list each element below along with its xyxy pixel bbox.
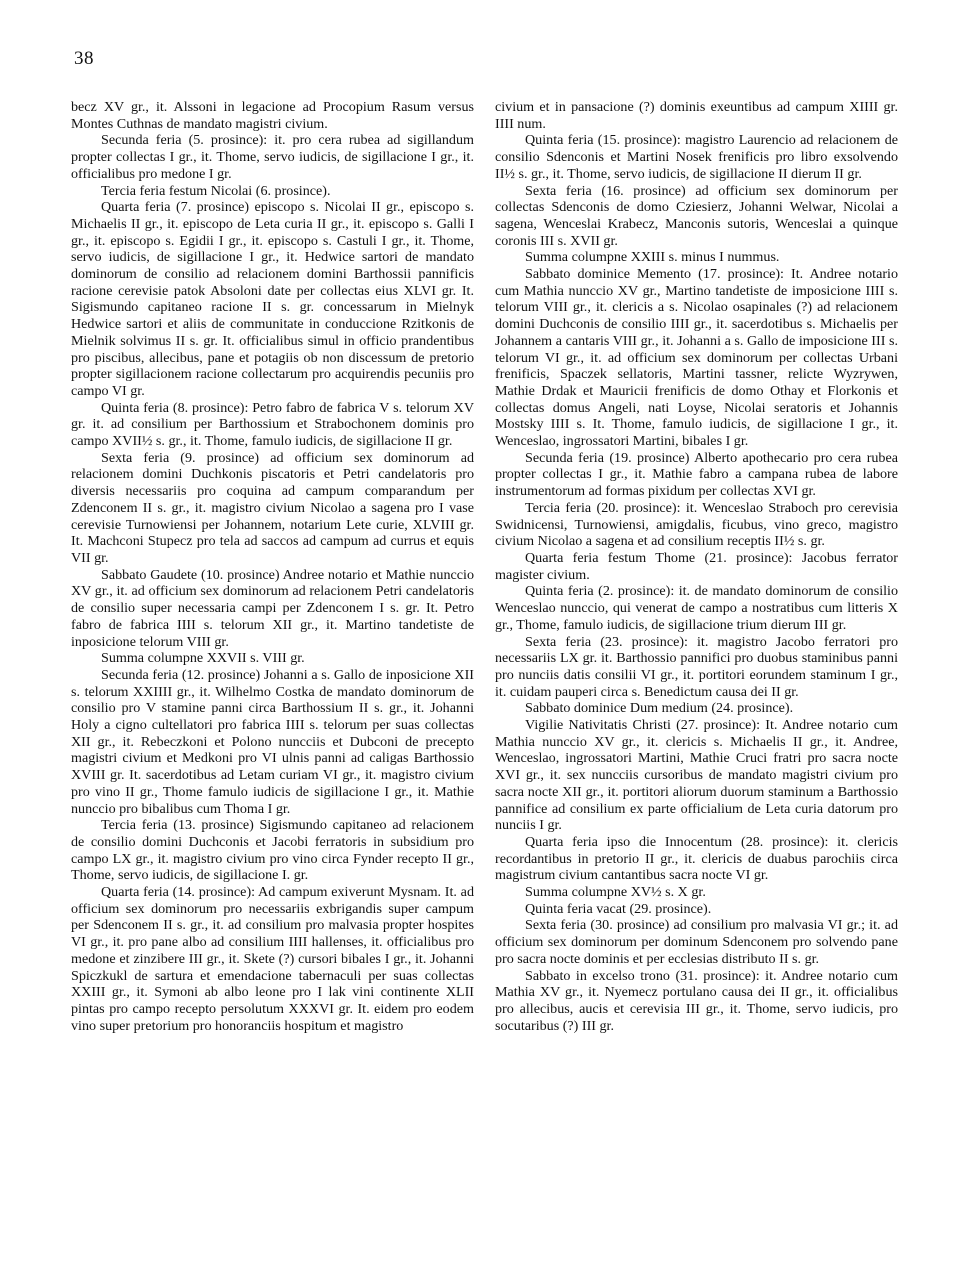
text-paragraph: Sabbato in excelso trono (31. prosince): it. Andree notario cum Mathia XV gr., it. Nyemecz portulano causa dei II gr., it. officialibus pro allecibus, aucis et cerevisia III gr., it. Thome, servo iudicis, pro socutaribus (?) III gr. — [495, 967, 898, 1034]
text-paragraph: Quarta feria (14. prosince): Ad campum exiverunt Mysnam. It. ad officium sex dominorum pro necessariis exbrigandis super campum per Sdenconem II s. gr., it. ad consilium pro malvasia propter hospites VI gr., it. pro pane albo ad consilium IIII hallenses, it. officialibus pro medone et zinzibere III gr., it. Skete (?) cursori bibales I gr., it. Johanni Spiczkukl de sartura et emendacione tabernaculi per suas collectas XXIII gr., it. Symoni ab albo leone pro I lak vini continente XLII pintas pro campo recepto persolutum XXXVI gr. It. eidem pro eodem vino super pretorium pro honoranciis hospitum et magistro — [71, 884, 474, 1034]
right-column — [495, 99, 898, 1034]
text-paragraph: Quinta feria (15. prosince): magistro Laurencio ad relacionem de consilio Sdenconis et Martini Nosek frenificis pro libro exsolvendo II½ s. gr., it. Thome, servo iudicis, de sigillacione II dierum II gr. — [495, 132, 898, 182]
text-paragraph: becz XV gr., it. Alssoni in legacione ad Procopium Rasum versus Montes Cuthnas de mandato magistri civium. — [71, 99, 474, 132]
left-column — [71, 99, 474, 1034]
text-paragraph: Tercia feria (13. prosince) Sigismundo capitaneo ad relacionem de consilio domini Duchconis et Jacobi ferratoris in subsidium pro campo LX gr., it. magistro civium pro vino circa Fynder recepto II gr., Thome, servo iudicis, de sigillacione I. gr. — [71, 817, 474, 884]
text-paragraph: Tercia feria festum Nicolai (6. prosince). — [101, 182, 331, 199]
text-paragraph: Sexta feria (16. prosince) ad officium sex dominorum per collectas Sdenconis de domo Cziesierz, Johanni Welwar, Nicolai a sagena, Wenceslai Krabecz, Manconis sutoris, Wenceslai a quinque coronis III s. XVII gr. — [495, 182, 898, 249]
text-paragraph: Vigilie Nativitatis Christi (27. prosince): It. Andree notario cum Mathia nunccio XV gr., it. clericis s. Michaelis II gr., it. Andree, Wenceslao, ingrossatori Martini, Mathie Cruci fratri pro sacra nocte XVI gr., it. sex nuncciis cursoribus de mandato magistri civium pro sacra nocte XII gr., it. portitori aliorum duorum staminum a Barthossio pannifice ad consilium ex parte officialium de Leta curia datorum pro nunciis I gr. — [495, 717, 898, 834]
text-paragraph: Secunda feria (12. prosince) Johanni a s. Gallo de inposicione XII s. telorum XXIIII gr., it. Wilhelmo Costka de mandato dominorum de consilio pro V stamine panni circa Barthossium II s. gr., it. Johanni Holy a cigno cultellatori pro fabrica IIII s. telorum per suas collectas XII gr., it. Rebeczkoni et Polono nuncciis et Dubconi de precepto magistri civium et Medkoni pro VI ulnis panni ad caligas Barthossio XVIII gr. It. sacerdotibus ad Letam curiam VI gr., it. magistro civium pro vino II gr., Thome famulo iudicis de sigillacione I gr., it. Mathie nunccio pro bibalibus cum Thoma I gr. — [71, 666, 474, 817]
text-paragraph: Summa columpne XXIII s. minus I nummus. — [525, 249, 780, 266]
text-paragraph: Quinta feria (8. prosince): Petro fabro de fabrica V s. telorum XV gr. it. ad consilium per Barthossium et Strabochonem dominis pro campo XVII½ s. gr., it. Thome, famulo iudicis, de sigillacione II gr. — [71, 399, 474, 450]
text-paragraph: Sexta feria (9. prosince) ad officium sex dominorum ad relacionem domini Duchkonis piscatoris et Petri candelatoris pro diversis necessariis pro coquina ad campum comparandum per Zdenconem II s. gr., it. magistro civium Nicolao a sagena pro I vase cerevisie Turnowiensi per Johannem, notarium Lete curie, XLVIII gr. It. Machconi Stupecz pro tela ad saccos ad campum ad currus et equis VII gr. — [71, 449, 474, 566]
text-paragraph: Quarta feria (7. prosince) episcopo s. Nicolai II gr., episcopo s. Michaelis II gr., it. episcopo de Leta curia II gr., it. episcopo s. Galli I gr., it. episcopo s. Egidii I gr., it. episcopo s. Castuli I gr., it. Thome, servo iudicis, de sigillacione I gr., it. Hedwice sartori de mandato dominorum de consilio ad relacionem domini Barthossii pannificis racione cerevisie patok Absoloni date per collectas eius XLVI gr. It. Sigismundo capitaneo racione II s. gr. concessarum in Mielnyk Hedwice sartori et aliis de communitate in conduccione Rzitkonis de Mielnik solvimus II s. gr. It. officialibus simul in officio prandentibus pro piscibus, allecibus, pane et potagiis ob non discessum de pretorio propter sigillacionem racione collectarum pro acquirendis pecuniis pro campo VI gr. — [71, 199, 474, 399]
text-paragraph: Quinta feria (2. prosince): it. de mandato dominorum de consilio Wenceslao nunccio, qui venerat de campo a nostratibus cum litteris X gr., Thome, famulo iudicis, de sigillacione trium dierum III gr. — [495, 583, 898, 633]
text-paragraph: Sexta feria (30. prosince) ad consilium pro malvasia VI gr.; it. ad officium sex dominorum per dominum Sdenconem pro solvendo pane pro sacra nocte dominis et per ecclesias distributo II s. gr. — [495, 917, 898, 967]
text-paragraph: Sexta feria (23. prosince): it. magistro Jacobo ferratori pro necessariis LX gr. it. Barthossio pannifici pro duobus staminibus panni pro nunciis datis consilii VI gr., it. portitori eorundem staminum I gr., it. cuidam pauperi circa s. Benedictum causa dei II gr. — [495, 633, 898, 700]
text-paragraph: Quarta feria festum Thome (21. prosince): Jacobus ferrator magister civium. — [495, 549, 898, 583]
text-paragraph: Secunda feria (19. prosince) Alberto apothecario pro cera rubea propter collectas I gr., it. Mathie fabro a campana rubea de labore instrumentorum ad formas pixidum per collectas XVI gr. — [495, 449, 898, 500]
text-paragraph: Secunda feria (5. prosince): it. pro cera rubea ad sigillandum propter collectas I gr., it. Thome, servo iudicis, de sigillacione I gr., it. officialibus pro medone I gr. — [71, 132, 474, 182]
text-paragraph: Tercia feria (20. prosince): it. Wenceslao Straboch pro cerevisia Swidnicensi, Turnowiensi, amigdalis, ficubus, vino greco, magistro civium Nicolao a sagena et ad consilium receptis II½ s. gr. — [495, 499, 898, 550]
text-paragraph: Summa columpne XXVII s. VIII gr. — [101, 650, 305, 667]
text-paragraph: Sabbato Gaudete (10. prosince) Andree notario et Mathie nunccio XV gr., it. ad officium sex dominorum ad relacionem Petri candelatoris de consilio super necessaria campi per Zdenconem I s. gr. It. Petro fabro de fabrica IIII s. telorum XII gr., it. Martino tandetiste de inposicione telorum VIII gr. — [71, 566, 474, 650]
text-paragraph: Sabbato dominice Memento (17. prosince): It. Andree notario cum Mathia nunccio XV gr., Martino tandetiste de imposicione IIII s. telorum VIII gr., it. clericis a s. Nicolao osapinales (?) ad relacionem domini Duchconis de consilio IIII gr., it. sacerdotibus s. Michaelis per Johannem a cantaris VIII gr., it. Johanni a s. Gallo de imposicione III s. telorum VI gr., it. ad officium sex dominorum per collectas Urbani frenificis, Spaczek sellatoris, Martini tassner, relicte Wyzrywen, Mathie Drdak et Mauricii frenificis de domo Othay et Florkonis et collectas domus Angeli, nati Loyse, Nicolai seratoris et Johannis Mostsky IIII s. It. Thome, famulo iudicis, de sigillacione I gr., it. Wenceslao, ingrossatori Martini, bibales I gr. — [495, 266, 898, 450]
text-paragraph: Sabbato dominice Dum medium (24. prosince). — [525, 700, 794, 717]
text-paragraph: Summa columpne XV½ s. X gr. — [525, 884, 706, 901]
page-number: 38 — [74, 48, 94, 69]
text-paragraph: civium et in pansacione (?) dominis exeuntibus ad campum XIIII gr. IIII num. — [495, 99, 898, 132]
text-paragraph: Quarta feria ipso die Innocentum (28. prosince): it. clericis recordantibus in pretorio II gr., it. clericis de duabus parochiis circa magistrum civium cantantibus sacra nocte VI gr. — [495, 833, 898, 884]
text-paragraph: Quinta feria vacat (29. prosince). — [525, 900, 712, 917]
